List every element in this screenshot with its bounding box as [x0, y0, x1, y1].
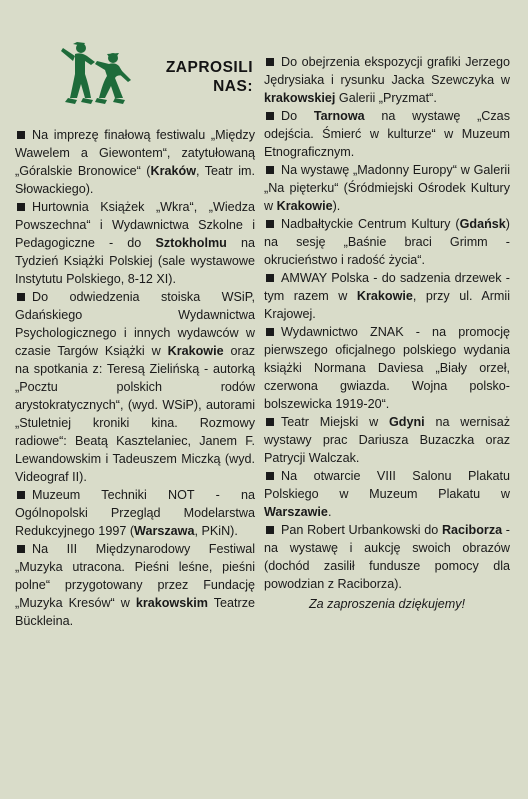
heading-line-1: ZAPROSILI: [165, 59, 253, 76]
place-name: krakowskim: [135, 596, 208, 610]
square-bullet-icon: [17, 131, 25, 139]
item-text: ).: [332, 199, 341, 213]
item-text: Do: [281, 109, 314, 123]
item-text: Na imprezę finałową festiwalu „Między Wawelem a Giewontem“, zatytułowaną „Góralskie Bronowice“ (: [15, 128, 255, 178]
item-text: Wydawnictwo ZNAK - na promocję pierwszego oficjalnego polskiego wydania książki Normana Daviesa „Biały orzeł, czerwona gwiazda. Wojna polsko-bolszewicka 1919-20“.: [264, 325, 510, 411]
place-name: Gdyni: [389, 415, 425, 429]
item-text: , przy ul. Armii Krajowej.: [264, 289, 511, 321]
list-item: [264, 161, 510, 215]
item-text: na wystawę „Czas odejścia. Śmierć w kulturze“ w Muzeum Etnograficznym.: [264, 109, 510, 159]
thanks-line: Za zaproszenia dziękujemy!: [308, 597, 466, 611]
square-bullet-icon: [266, 472, 274, 480]
item-text: - na wystawę i aukcję swoich obrazów (dochód zasilił fundusze pomocy dla powodzian z Raciborza).: [264, 523, 510, 591]
place-name: Kraków: [150, 164, 196, 178]
place-name: Gdańsk: [459, 217, 506, 231]
square-bullet-icon: [266, 418, 274, 426]
place-name: Warszawa: [134, 524, 195, 538]
square-bullet-icon: [17, 293, 25, 301]
item-text: Na otwarcie VIII Salonu Plakatu Polskiego w Muzeum Plakatu w: [264, 469, 510, 501]
item-text: , PKiN).: [194, 524, 238, 538]
square-bullet-icon: [17, 545, 25, 553]
place-name: Warszawie: [264, 505, 328, 519]
item-text: AMWAY Polska - do sadzenia drzewek - tym razem w: [264, 271, 510, 303]
item-text: na Tydzień Książki Polskiej (sale wystawowe Instytutu Polskiego, 8-12 XI).: [15, 236, 255, 286]
list-item: [15, 540, 255, 630]
place-name: Krakowie: [356, 289, 413, 303]
list-item: [264, 107, 510, 161]
place-name: Krakowie: [276, 199, 333, 213]
item-text: Do odwiedzenia stoiska WSiP, Gdańskiego Wydawnictwa Psychologicznego i innych wydawców w czasie Targów Książki w: [15, 290, 255, 358]
item-text: Nadbałtyckie Centrum Kultury (: [281, 217, 460, 231]
item-text: na wernisaż wystawy prac Dariusza Buzaczka oraz Patrycji Walczak.: [264, 415, 510, 465]
item-text: Na wystawę „Madonny Europy“ w Galerii „Na pięterku“ (Śródmiejski Ośrodek Kultury w: [264, 163, 510, 213]
item-text: , Teatr im. Słowackiego).: [15, 164, 255, 196]
heading-line-2: NAS:: [213, 78, 253, 95]
left-items: [15, 126, 255, 630]
item-text: Teatr Miejski w: [281, 415, 389, 429]
square-bullet-icon: [266, 328, 274, 336]
item-text: Teatrze Bückleina.: [15, 596, 255, 628]
left-column: [15, 0, 255, 628]
item-text: Muzeum Techniki NOT - na Ogólnopolski Przegląd Modelarstwa Redukcyjnego 1997 (: [15, 488, 255, 538]
place-name: krakowskiej: [264, 91, 336, 105]
item-text: Galerii „Pryzmat“.: [335, 91, 437, 105]
dancing-couple-icon: [55, 38, 145, 120]
square-bullet-icon: [266, 166, 274, 174]
place-name: Krakowie: [167, 344, 224, 358]
list-item: [15, 198, 255, 288]
place-name: Tarnowa: [313, 109, 365, 123]
list-item: [264, 413, 510, 467]
list-item: [264, 323, 510, 413]
item-text: oraz na spotkania z: Teresą Zielińską - autorką „Pocztu polskich rodów arystokratycznych“, (wyd. WSiP), autorami „Stuletniej kroniki kina. Rozmowy radiowe“: Beatą Kasztelaniec, Janem F. Lewandowskim i Tadeuszem Miczką (wyd. Videograf II).: [15, 344, 255, 484]
list-item: [15, 126, 255, 198]
item-text: .: [327, 505, 332, 519]
list-item: [264, 269, 510, 323]
section-header: [15, 0, 255, 126]
list-item: [264, 521, 510, 593]
list-item: [264, 215, 510, 269]
square-bullet-icon: [266, 274, 274, 282]
square-bullet-icon: [266, 112, 274, 120]
list-item: [15, 486, 255, 540]
right-column: [264, 53, 510, 613]
square-bullet-icon: [17, 203, 25, 211]
item-text: Na III Międzynarodowy Festiwal „Muzyka utracona. Pieśni leśne, pieśni polne“ przygotowany przez Fundację „Muzyka Kresów“ w: [15, 542, 255, 610]
item-text: Hurtownia Książek „Wkra“, „Wiedza Powszechna“ i Wydawnictwa Szkolne i Pedagogiczne - do: [15, 200, 255, 250]
right-items: [264, 53, 510, 593]
place-name: Sztokholmu: [155, 236, 227, 250]
list-item: [264, 467, 510, 521]
list-item: [264, 53, 510, 107]
square-bullet-icon: [266, 220, 274, 228]
place-name: Raciborza: [441, 523, 503, 537]
item-text: ) na sesję „Baśnie braci Grimm - okrucieństwo i radość życia“.: [264, 217, 510, 267]
square-bullet-icon: [266, 58, 274, 66]
item-text: Pan Robert Urbankowski do: [281, 523, 442, 537]
square-bullet-icon: [17, 491, 25, 499]
section-heading: [166, 58, 253, 96]
list-item: [15, 288, 255, 486]
item-text: Do obejrzenia ekspozycji grafiki Jerzego Jędrysiaka i rysunku Jacka Szewczyka w: [264, 55, 510, 87]
square-bullet-icon: [266, 526, 274, 534]
